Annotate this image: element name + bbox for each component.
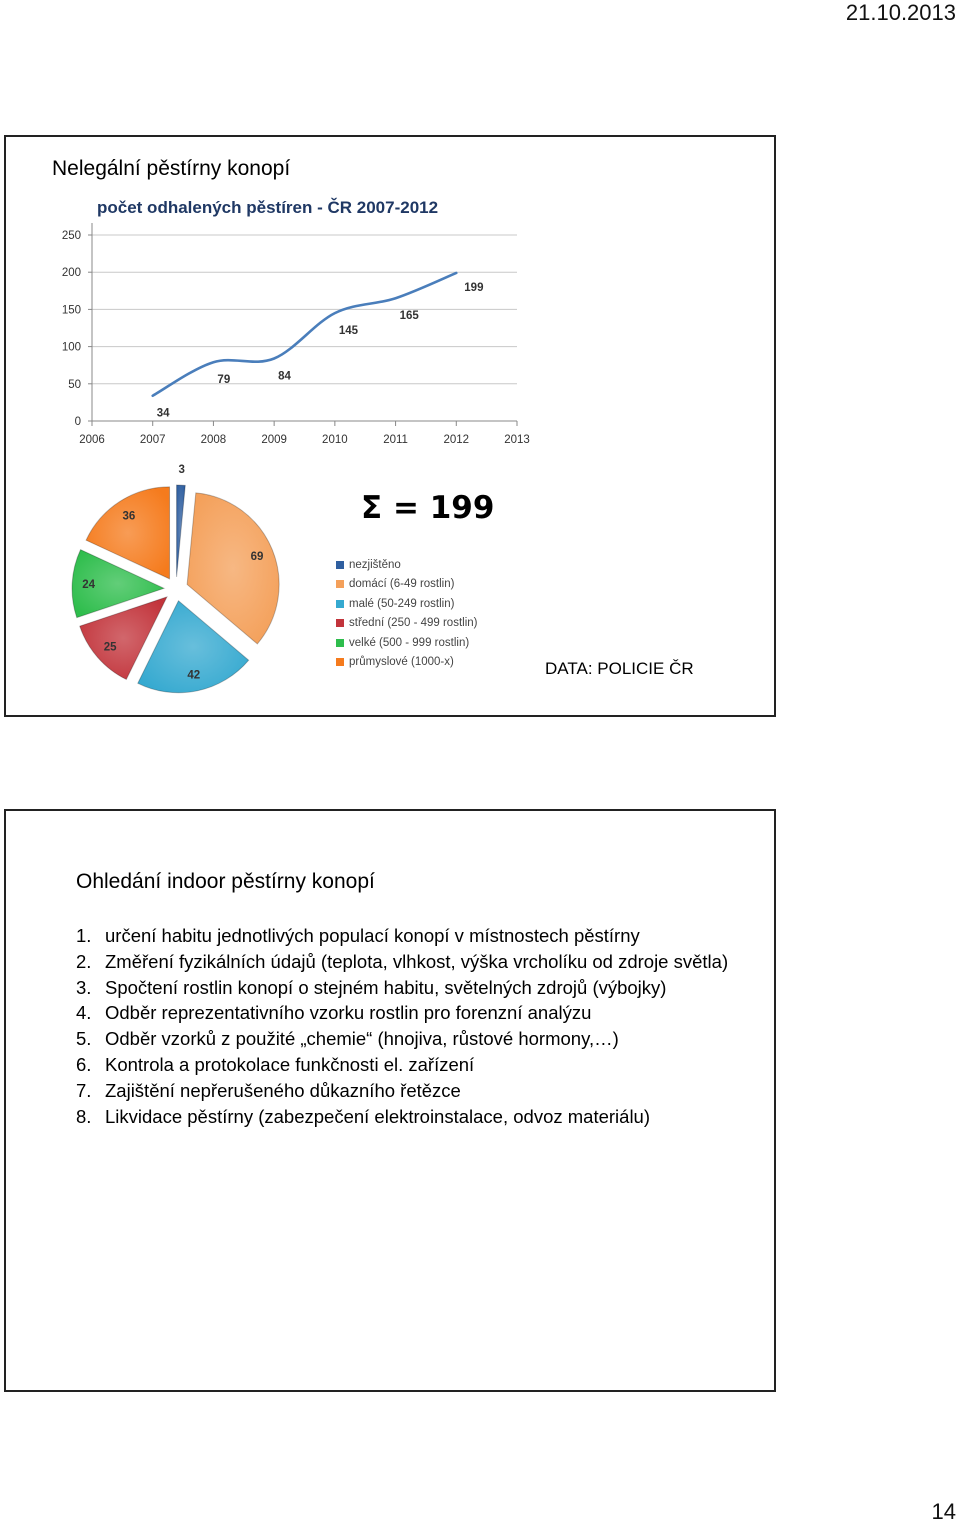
legend-item	[336, 653, 477, 673]
legend-item	[336, 633, 477, 653]
page-number: 14	[931, 1499, 956, 1524]
y-tick-label: 250	[61, 230, 81, 242]
pie-chart	[43, 464, 303, 714]
slice-value-label: 24	[82, 579, 96, 592]
x-tick-label: 2010	[322, 434, 348, 446]
legend-item	[336, 614, 477, 634]
legend-label: nezjištěno	[349, 558, 401, 571]
y-tick-label: 0	[74, 416, 81, 428]
x-tick-label: 2006	[79, 434, 105, 446]
step-text: Odběr vzorků z použité „chemie“ (hnojiva, růstové hormony,…)	[105, 1028, 619, 1050]
y-tick-label: 150	[61, 304, 81, 317]
list-item	[76, 1026, 766, 1052]
data-label: 145	[338, 325, 359, 338]
page-date: 21.10.2013	[845, 0, 956, 25]
y-tick-label: 50	[68, 378, 81, 391]
step-number: 4.	[76, 1002, 92, 1024]
legend-item	[336, 555, 477, 575]
slice-value-label: 36	[122, 510, 136, 523]
step-number: 8.	[76, 1105, 92, 1127]
legend-label: průmyslové (1000-x)	[349, 656, 454, 669]
data-label: 165	[399, 310, 419, 323]
slice-value-label: 3	[178, 464, 185, 477]
x-tick-label: 2009	[261, 434, 287, 446]
data-label: 34	[156, 407, 170, 420]
data-label: 79	[217, 374, 231, 387]
list-item	[76, 1000, 766, 1026]
step-text: Kontrola a protokolace funkčnosti el. zařízení	[105, 1053, 475, 1075]
legend-swatch	[336, 658, 344, 666]
step-text: určení habitu jednotlivých populací konopí v místnostech pěstírny	[105, 925, 640, 946]
slice-value-label: 42	[187, 669, 201, 682]
step-text: Spočtení rostlin konopí o stejném habitu, světelných zdrojů (výbojky)	[105, 976, 667, 998]
x-tick-label: 2013	[504, 434, 530, 446]
legend-label: velké (500 - 999 rostlin)	[349, 636, 470, 649]
list-item	[76, 975, 766, 1001]
slide-illegal-grows	[4, 135, 776, 717]
pie-panel	[43, 464, 495, 714]
pie-legend	[336, 555, 477, 672]
step-number: 3.	[76, 976, 92, 998]
data-source: DATA: POLICIE ČR	[545, 659, 694, 678]
legend-swatch	[336, 580, 344, 588]
step-text: Změření fyzikálních údajů (teplota, vlhkost, výška vrcholíku od zdroje světla)	[105, 950, 729, 972]
line-chart	[51, 187, 551, 452]
series-line	[153, 273, 457, 396]
legend-swatch	[336, 619, 344, 627]
pie-slice	[177, 485, 186, 577]
list-item	[76, 949, 766, 975]
step-number: 1.	[76, 925, 92, 946]
legend-label: střední (250 - 499 rostlin)	[349, 617, 478, 630]
step-text: Odběr reprezentativního vzorku rostlin pro forenzní analýzu	[105, 1002, 592, 1024]
legend-swatch	[336, 639, 344, 647]
legend-swatch	[336, 561, 344, 569]
legend-swatch	[336, 600, 344, 608]
y-tick-label: 100	[61, 341, 81, 354]
step-number: 5.	[76, 1028, 92, 1050]
y-tick-label: 200	[61, 267, 81, 280]
x-tick-label: 2011	[383, 434, 408, 446]
x-tick-label: 2007	[139, 434, 166, 446]
slide-indoor-inspection	[4, 809, 776, 1392]
list-item	[76, 923, 766, 949]
step-number: 7.	[76, 1079, 92, 1101]
legend-label: malé (50-249 rostlin)	[349, 597, 455, 610]
x-tick-label: 2008	[200, 434, 227, 446]
data-label: 199	[464, 281, 484, 294]
pie-sum-label: Σ = 199	[361, 490, 495, 526]
slide-title: Ohledání indoor pěstírny konopí	[76, 870, 375, 893]
legend-item	[336, 594, 477, 614]
step-text: Zajištění nepřerušeného důkazního řetězce	[105, 1079, 461, 1101]
chart-title: počet odhalených pěstíren - ČR 2007-2012	[97, 198, 439, 217]
slice-value-label: 25	[103, 641, 117, 654]
step-number: 6.	[76, 1053, 92, 1075]
legend-item	[336, 575, 477, 595]
step-number: 2.	[76, 950, 92, 972]
slide-title: Nelegální pěstírny konopí	[52, 157, 291, 180]
slice-value-label: 69	[250, 551, 264, 564]
steps-list	[76, 923, 766, 1129]
list-item	[76, 1104, 766, 1130]
step-text: Likvidace pěstírny (zabezpečení elektroinstalace, odvoz materiálu)	[105, 1105, 651, 1127]
data-label: 84	[278, 370, 291, 383]
x-tick-label: 2012	[443, 434, 470, 446]
list-item	[76, 1052, 766, 1078]
legend-label: domácí (6-49 rostlin)	[349, 578, 455, 591]
list-item	[76, 1078, 766, 1104]
